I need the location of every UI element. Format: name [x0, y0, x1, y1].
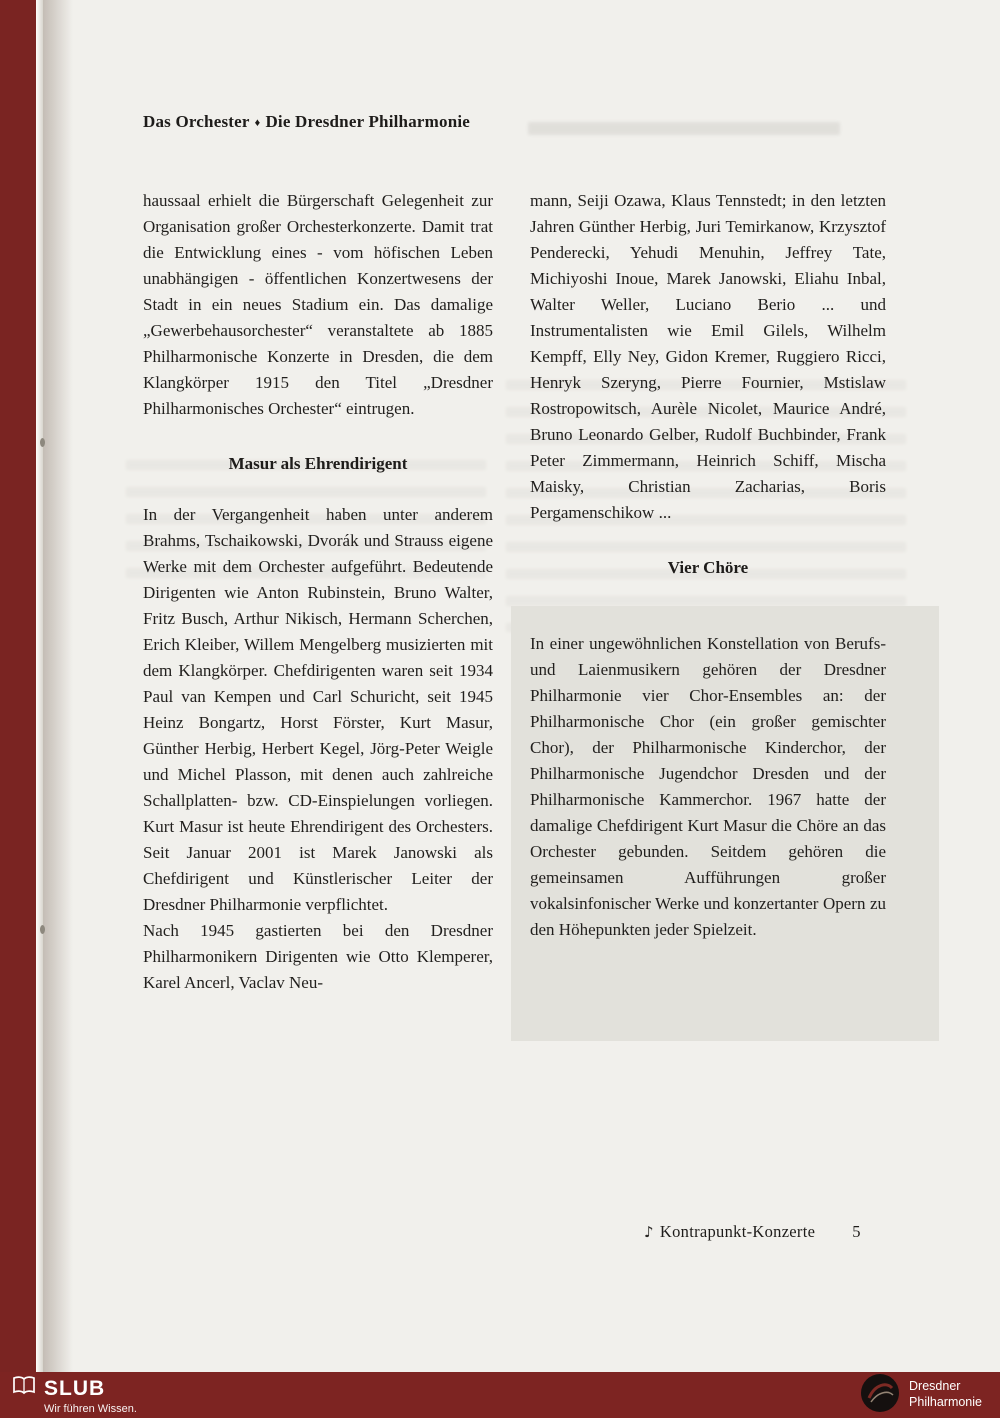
- binding-mark: [40, 438, 45, 447]
- paragraph: Nach 1945 gastierten bei den Dresdner Philharmonikern Dirigenten wie Otto Klemperer, Karel Ancerl, Vaclav Neu-: [143, 921, 493, 992]
- partner-name-line1: Dresdner: [909, 1379, 961, 1394]
- header-right-text: Die Dresdner Philharmonie: [265, 112, 471, 131]
- slub-tagline: Wir führen Wissen.: [44, 1402, 137, 1415]
- page-edge: [36, 0, 43, 1372]
- paragraph: In einer ungewöhnlichen Konstellation von Berufs- und Laienmusikern gehören der Dresdner Philharmonie vier Chor-Ensembles an: der Philharmonische Chor (ein großer gemischter Chor), der Philharmonische Kinderchor, der Philharmonische Jugendchor Dresden und der Philharmonische Kammerchor. 1967 hatte der damalige Chefdirigent Kurt Masur die Chöre an das Orchester gebunden. Seitdem gehören die gemeinsamen Aufführungen großer vokalsinfonischer Werke und konzertanter Opern zu den Höhepunkten jeder Spielzeit.: [530, 634, 886, 939]
- page-showthrough: [528, 122, 840, 135]
- section-heading-vier-choere: Vier Chöre: [667, 558, 749, 577]
- philharmonie-emblem-icon: [861, 1374, 899, 1417]
- section-heading-masur: Masur als Ehrendirigent: [228, 454, 408, 473]
- music-note-icon: ♪: [644, 1223, 654, 1241]
- page-footer: [644, 1222, 861, 1242]
- diamond-separator-icon: ♦: [254, 117, 261, 129]
- footer-series-label: Kontrapunkt-Konzerte: [659, 1222, 816, 1241]
- open-book-icon: [12, 1376, 36, 1401]
- paragraph: haussaal erhielt die Bürgerschaft Gelegenheit zur Organisation großer Orchesterkonzerte. Damit trat die Entwicklung eines - vom höfischen Leben unabhängigen - öffentlichen Konzertwesens der Stadt in ein neues Stadium ein. Das damalige „Gewerbehausorchester“ veranstaltete ab 1885 Philharmonische Konzerte in Dresden, die dem Klangkörper 1915 den Titel „Dresdner Philharmonisches Orchester“ eintrugen.: [143, 191, 493, 418]
- viewer-footer-bar: [0, 1372, 1000, 1418]
- dresdner-philharmonie-logo[interactable]: [861, 1374, 1000, 1417]
- binding-mark: [40, 925, 45, 934]
- two-column-text: [143, 188, 886, 1041]
- page-binding-shadow: [43, 0, 73, 1372]
- page-number: 5: [852, 1222, 861, 1241]
- highlight-box: [511, 606, 939, 1041]
- scanned-page: [36, 0, 1000, 1372]
- left-column: [143, 188, 493, 1041]
- right-column: [530, 188, 886, 1041]
- paragraph: In der Vergangenheit haben unter anderem Brahms, Tschaikowski, Dvorák und Strauss eigene Werke mit dem Orchester aufgeführt. Bedeutende Dirigenten wie Anton Rubinstein, Bruno Walter, Fritz Busch, Arthur Nikisch, Hermann Scherchen, Erich Kleiber, Willem Mengelberg musizierten mit dem Klangkörper. Chefdirigenten waren seit 1934 Paul van Kempen und Carl Schuricht, seit 1945 Heinz Bongartz, Horst Förster, Kurt Masur, Günther Herbig, Herbert Kegel, Jörg-Peter Weigle und Michel Plasson, mit denen auch zahlreiche Schallplatten- bzw. CD-Einspielungen vorliegen. Kurt Masur ist heute Ehrendirigent des Orchesters. Seit Januar 2001 ist Marek Janowski als Chefdirigent und Künstlerischer Leiter der Dresdner Philharmonie verpflichtet.: [143, 505, 493, 914]
- slub-logo[interactable]: [0, 1376, 137, 1415]
- slub-wordmark: SLUB: [44, 1376, 106, 1400]
- partner-name-line2: Philharmonie: [909, 1395, 982, 1409]
- paragraph: mann, Seiji Ozawa, Klaus Tennstedt; in den letzten Jahren Günther Herbig, Juri Temirkanow, Krzysztof Penderecki, Yehudi Menuhin, Jeffrey Tate, Michiyoshi Inoue, Marek Janowski, Eliahu Inbal, Walter Weller, Luciano Berio ... und Instrumentalisten wie Emil Gilels, Wilhelm Kempff, Elly Ney, Gidon Kremer, Ruggiero Ricci, Henryk Szeryng, Pierre Fournier, Mstislaw Rostropowitsch, Aurèle Nicolet, Maurice André, Bruno Leonardo Gelber, Rudolf Buchbinder, Frank Peter Zimmermann, Heinrich Schiff, Mischa Maisky, Christian Zacharias, Boris Pergamenschikow ...: [530, 191, 886, 522]
- header-left-text: Das Orchester: [143, 112, 250, 131]
- document-header: [143, 112, 470, 132]
